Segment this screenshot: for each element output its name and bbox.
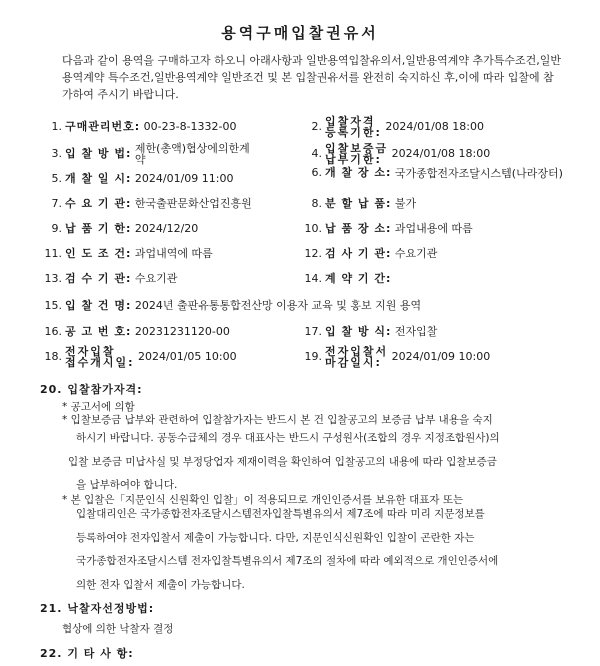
field-label: 개 찰 일 시: bbox=[65, 172, 132, 185]
field-value: 2024/12/20 bbox=[134, 222, 199, 235]
field-label: 인 도 조 건: bbox=[65, 247, 132, 260]
field-label: 개 찰 장 소: bbox=[325, 166, 392, 179]
field-label: 납 품 기 한: bbox=[65, 222, 132, 235]
field-inspection-agency: 12. 검 사 기 관: 수요기관 bbox=[304, 247, 438, 260]
field-value: 2024/01/05 10:00 bbox=[138, 350, 237, 363]
field-notice-number: 16. 공 고 번 호: 20231231120-00 bbox=[44, 325, 230, 338]
field-deposit-deadline: 4. 입찰보증금 납부기한: 2024/01/08 18:00 bbox=[311, 142, 491, 166]
field-value: 과업내역에 따름 bbox=[134, 247, 213, 260]
field-label: 구매관리번호: bbox=[65, 120, 141, 133]
field-value: 과업내용에 따름 bbox=[394, 222, 473, 235]
field-label: 입찰자격 등록기한: bbox=[325, 115, 382, 139]
field-label: 검 사 기 관: bbox=[325, 247, 392, 260]
section-heading-qualification: 20. 입찰참가자격: bbox=[40, 383, 143, 396]
field-value: 20231231120-00 bbox=[134, 325, 230, 338]
field-value: 2024/01/08 18:00 bbox=[385, 120, 485, 133]
field-value: 전자입찰 bbox=[394, 325, 438, 338]
field-value: 수요기관 bbox=[394, 247, 438, 260]
field-value: 2024/01/09 10:00 bbox=[391, 350, 491, 363]
field-bid-method: 3. 입 찰 방 법: 제한(총액)협상에의한계약 bbox=[40, 143, 253, 165]
qualification-bullet-2-line-4: 을 납부하여야 합니다. bbox=[76, 479, 178, 491]
qualification-bullet-2-line-2: 하시기 바랍니다. 공동수급체의 경우 대표사는 반드시 구성원사(조합의 경우 지정조합원사)의 bbox=[76, 432, 500, 444]
field-opening-place: 6. 개 찰 장 소: 국가종합전자조달시스템(나라장터) bbox=[300, 166, 565, 180]
field-value: 2024/01/09 11:00 bbox=[134, 172, 234, 185]
field-value: 한국출판문화산업진흥원 bbox=[134, 197, 252, 210]
field-label: 분 할 납 품: bbox=[325, 197, 392, 210]
field-label: 전자입찰서 마감일시: bbox=[325, 345, 389, 369]
qualification-bullet-3-line-4: 국가종합전자조달시스템 전자입찰특별유의서 제7조의 절차에 따라 예외적으로 개인인증서에 bbox=[76, 555, 499, 567]
field-acceptance-agency: 13. 검 수 기 관: 수요기관 bbox=[44, 272, 178, 285]
document-title: 용역구매입찰권유서 bbox=[221, 24, 379, 42]
section-heading-award-method: 21. 낙찰자선정방법: bbox=[40, 602, 155, 615]
field-e-bid-close-time: 19. 전자입찰서 마감일시: 2024/01/09 10:00 bbox=[304, 345, 491, 369]
field-label: 검 수 기 관: bbox=[65, 272, 132, 285]
field-value: 불가 bbox=[394, 197, 417, 210]
field-purchase-number: 1. 구매관리번호: 00-23-8-1332-00 bbox=[51, 120, 237, 133]
field-label: 입 찰 방 법: bbox=[65, 147, 132, 160]
field-contract-period: 14. 계 약 기 간: bbox=[304, 272, 392, 285]
intro-paragraph: 다음과 같이 용역을 구매하고자 하오니 아래사항과 일반용역입찰유의서,일반용역계약 추가특수조건,일반용역계약 특수조건,일반용역계약 일반조건 및 본 입찰권유서를 완전히 숙지하신 후,이에 따라 입찰에 참가하여 주시기 바랍니다. bbox=[62, 54, 562, 101]
field-value: 2024/01/08 18:00 bbox=[391, 147, 491, 160]
field-label: 수 요 기 관: bbox=[65, 197, 132, 210]
field-opening-datetime: 5. 개 찰 일 시: 2024/01/09 11:00 bbox=[51, 172, 234, 185]
field-label: 공 고 번 호: bbox=[65, 325, 132, 338]
field-value: 수요기관 bbox=[134, 272, 178, 285]
field-e-bid-open-time: 18. 전자입찰 접수개시일: 2024/01/05 10:00 bbox=[44, 345, 237, 369]
award-method-text: 협상에 의한 낙찰자 결정 bbox=[62, 623, 174, 635]
field-split-delivery: 8. 분 할 납 품: 불가 bbox=[311, 197, 417, 210]
field-bid-title: 15. 입 찰 건 명: 2024년 출판유통통합전산망 이용자 교육 및 홍보 지원 용역 bbox=[44, 299, 422, 312]
field-label: 계 약 기 간: bbox=[325, 272, 392, 285]
field-value: 제한(총액)협상에의한계약 bbox=[134, 142, 250, 166]
field-qualification-deadline: 2. 입찰자격 등록기한: 2024/01/08 18:00 bbox=[311, 115, 485, 139]
qualification-bullet-1: * 공고서에 의함 bbox=[62, 401, 135, 413]
section-heading-other: 22. 기 타 사 항: bbox=[40, 647, 134, 660]
field-label: 전자입찰 접수개시일: bbox=[65, 345, 135, 369]
field-value: 2024년 출판유통통합전산망 이용자 교육 및 홍보 지원 용역 bbox=[134, 299, 422, 312]
field-label: 입 찰 건 명: bbox=[65, 299, 132, 312]
qualification-bullet-3-line-2: 입찰대리인은 국가종합전자조달시스템전자입찰특별유의서 제7조에 따라 미리 지문정보를 bbox=[76, 508, 485, 520]
field-delivery-place: 10. 납 품 장 소: 과업내용에 따름 bbox=[304, 222, 473, 235]
field-delivery-deadline: 9. 납 품 기 한: 2024/12/20 bbox=[51, 222, 199, 235]
qualification-bullet-3-line-1: * 본 입찰은「지문인식 신원확인 입찰」이 적용되므로 개인인증서를 보유한 대표자 또는 bbox=[62, 494, 464, 506]
field-demand-agency: 7. 수 요 기 관: 한국출판문화산업진흥원 bbox=[51, 197, 252, 210]
qualification-bullet-3-line-3: 등록하여야 전자입찰서 제출이 가능합니다. 다만, 지문인식신원확인 입찰이 곤란한 자는 bbox=[76, 532, 475, 544]
field-label: 입 찰 방 식: bbox=[325, 325, 392, 338]
field-label: 입찰보증금 납부기한: bbox=[325, 142, 389, 166]
field-bid-type: 17. 입 찰 방 식: 전자입찰 bbox=[304, 325, 438, 338]
field-value: 00-23-8-1332-00 bbox=[143, 120, 237, 133]
qualification-bullet-2-line-1: * 입찰보증금 납부와 관련하여 입찰참가자는 반드시 본 건 입찰공고의 보증금 납부 내용을 숙지 bbox=[62, 414, 493, 426]
qualification-bullet-2-line-3: 입찰 보증금 미납사실 및 부정당업자 제재이력을 확인하여 입찰공고의 내용에 따라 입찰보증금 bbox=[68, 456, 497, 468]
field-delivery-terms: 11. 인 도 조 건: 과업내역에 따름 bbox=[44, 247, 213, 260]
field-value: 국가종합전자조달시스템(나라장터) bbox=[394, 166, 563, 180]
field-label: 납 품 장 소: bbox=[325, 222, 392, 235]
qualification-bullet-3-line-5: 의한 전자 입찰서 제출이 가능합니다. bbox=[76, 579, 245, 591]
